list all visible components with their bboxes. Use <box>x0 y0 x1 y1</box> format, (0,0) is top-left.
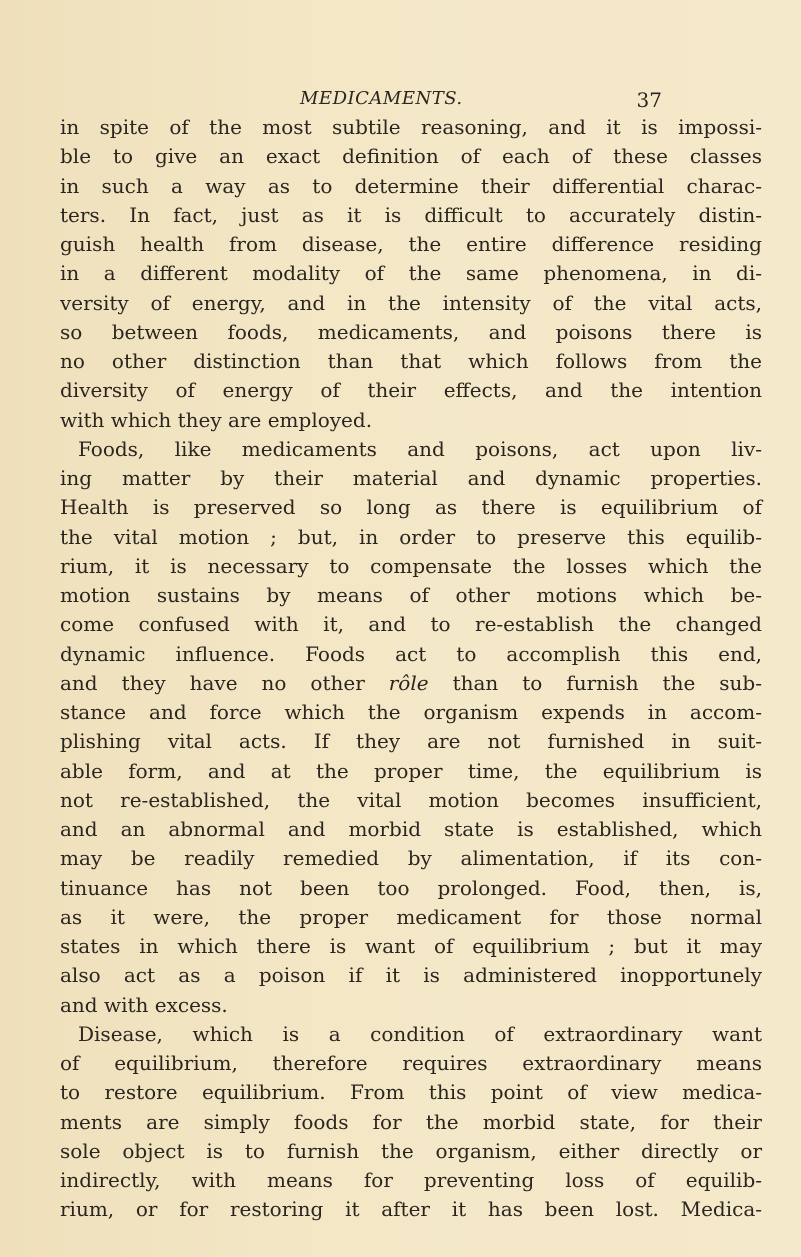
text-line: the vital motion ; but, in order to preserve this equilib- <box>60 524 762 549</box>
text-line: rium, or for restoring it after it has been lost. Medica- <box>60 1197 762 1222</box>
text-line: motion sustains by means of other motions which be- <box>60 583 762 607</box>
text-line: Foods, like medicaments and poisons, act upon liv- <box>78 436 762 461</box>
text-line: ters. In fact, just as it is difficult to accurately distin- <box>60 202 762 227</box>
text-line: tinuance has not been too prolonged. Food, then, is, <box>60 875 762 900</box>
text-line: ble to give an exact definition of each of these classes <box>60 144 762 169</box>
text-line: able form, and at the proper time, the equilibrium is <box>60 758 762 783</box>
text-line: to restore equilibrium. From this point of view medica- <box>60 1080 762 1105</box>
text-line: in such a way as to determine their differential charac- <box>60 173 762 198</box>
body-text <box>60 113 762 1225</box>
page-number: 37 <box>636 88 662 112</box>
text-line: diversity of energy of their effects, and the intention <box>60 378 762 403</box>
text-line: Disease, which is a condition of extraordinary want <box>78 1021 762 1046</box>
text-line: guish health from disease, the entire difference residing <box>60 232 762 256</box>
text-line: so between foods, medicaments, and poisons there is <box>60 319 762 344</box>
text-line: come confused with it, and to re-establish the changed <box>60 612 762 637</box>
text-line: as it were, the proper medicament for those normal <box>60 904 762 929</box>
text-line: dynamic influence. Foods act to accomplish this end, <box>60 641 762 666</box>
text-line: versity of energy, and in the intensity of the vital acts, <box>60 290 762 315</box>
text-line: Health is preserved so long as there is equilibrium of <box>60 495 762 520</box>
text-line: and with excess. <box>60 992 228 1017</box>
text-line: and an abnormal and morbid state is established, which <box>60 817 762 841</box>
text-line: sole object is to furnish the organism, either directly or <box>60 1138 762 1163</box>
text-line: ing matter by their material and dynamic properties. <box>60 466 762 490</box>
text-line: and they have no other rôle than to furnish the sub- <box>60 670 762 695</box>
text-line: no other distinction than that which follows from the <box>60 349 762 373</box>
text-line: in spite of the most subtile reasoning, and it is impossi- <box>60 115 762 139</box>
page-header <box>60 88 762 114</box>
text-line: may be readily remedied by alimentation, if its con- <box>60 846 762 871</box>
text-line: stance and force which the organism expends in accom- <box>60 700 762 724</box>
text-line: plishing vital acts. If they are not furnished in suit- <box>60 729 762 754</box>
text-line: in a different modality of the same phenomena, in di- <box>60 261 762 286</box>
text-line: states in which there is want of equilibrium ; but it may <box>60 934 762 958</box>
text-line: of equilibrium, therefore requires extraordinary means <box>60 1051 762 1075</box>
running-title: MEDICAMENTS. <box>300 88 463 109</box>
text-line: also act as a poison if it is administered inopportunely <box>60 963 762 988</box>
text-line: with which they are employed. <box>60 407 373 432</box>
text-line: indirectly, with means for preventing loss of equilib- <box>60 1168 762 1192</box>
text-line: rium, it is necessary to compensate the losses which the <box>60 553 762 578</box>
text-line: ments are simply foods for the morbid state, for their <box>60 1109 762 1134</box>
text-line: not re-established, the vital motion becomes insufficient, <box>60 787 762 812</box>
